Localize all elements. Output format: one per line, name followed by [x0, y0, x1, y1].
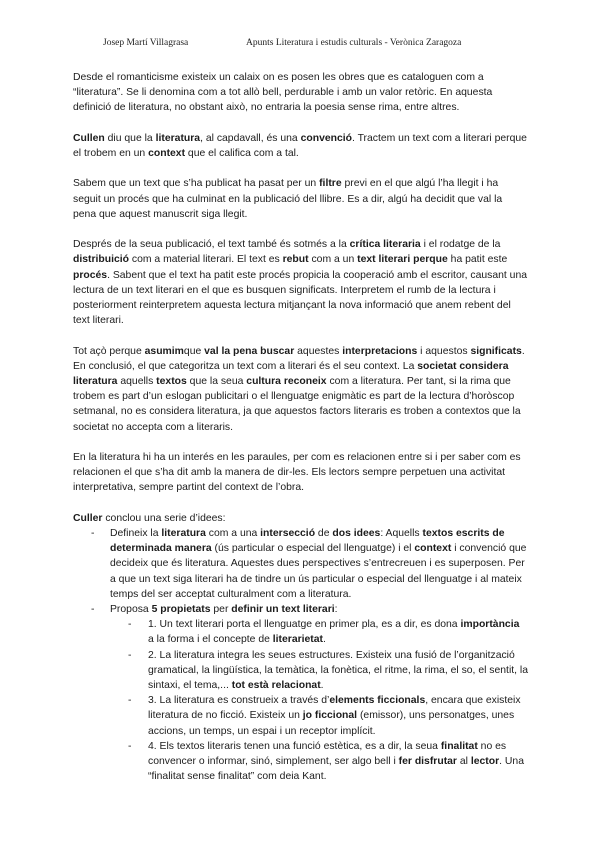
sublist-item-integration: - 2. La literatura integra les seues estructures. Existeix una fusió de l’organització gramatical, la lingüística, la temàtica, la fonètica, el ritme, la rima, el so, el sentit, la sintaxi, el tema,... tot està relacionat. — [128, 649, 528, 692]
paragraph-cullen: Cullen diu que la literatura, al capdavall, és una convenció. Tractem un text com a literari perque el trobem en un context que el califica com a tal. — [73, 132, 527, 159]
sublist-dash: - — [128, 695, 132, 707]
paragraph-culler: Culler conclou una serie d’idees: — [73, 512, 226, 524]
sublist-dash: - — [128, 649, 132, 661]
list-item-properties: - Proposa 5 propietats per definir un text literari: - 1. Un text literari porta el llenguatge en primer pla, es a dir, es dona importància a la forma i el concepte de literarietat. - 2. La literatura integra les seues estructures. Existeix una fusió de l’organització gramatical, la lingüística, la temàtica, la fonètica, el ritme, la rima, el so, el sentit, la sintaxi, el tema,... tot està relacionat. - 3. La literatura es construeix a través d’elements ficcionals, encara que existeix literatura de no ficció. Existeix un jo ficcional (emissor), uns personatges, unes accions, un temps, un espai i un receptor implícit. - 4. Els textos literaris tenen una funció estètica, es a dir, la seua finalitat no es convencer o informar, sinó, simplement, ser algo bell i fer disfrutar al lector. Una “finalitat sense finalitat” com deia Kant. — [73, 602, 528, 784]
sublist-item-aesthetic: - 4. Els textos literaris tenen una funció estètica, es a dir, la seua finalitat no es convencer o informar, sinó, simplement, ser algo bell i fer disfrutar al lector. Una “finalitat sense finalitat” com deia Kant. — [128, 740, 524, 783]
list-dash: - — [91, 604, 95, 616]
header-author: Josep Martí Villagrasa — [103, 38, 189, 48]
header-course-title: Apunts Literatura i estudis culturals - Verònica Zaragoza — [246, 38, 462, 48]
paragraph-words: En la literatura hi ha un interés en les paraules, per com es relacionen entre si i per saber com es relacionen el que s’ha dit amb la manera de dir-les. Els lectors sempre perpetuen una activitat interpretativa, sempre partint del context de l’obra. — [73, 452, 521, 494]
paragraph-interpretation: Tot açò perque asumimque val la pena buscar aquestes interpretacions i aquestos significats. En conclusió, el que categoritza un text com a literari és el seu context. La societat considera literatura aquells textos que la seua cultura reconeix com a literatura. Per tant, si la rima que trobem es part d’un eslogan publicitari o el llenguatge enigmàtic es part de la lectura d’horòscop setmanal, no es considera literatura, ja que aquestos factors literaris es troben a contextos que la societat no accepta com a literaris. — [73, 345, 525, 433]
sublist-dash: - — [128, 619, 132, 631]
paragraph-filter: Sabem que un text que s’ha publicat ha pasat per un filtre previ en el que algú l’ha llegit i ha seguit un procés que ha culminat en la publicació del llibre. Es a dir, algú ha decidit que val la pena que aquest manuscrit siga llegit. — [73, 178, 503, 220]
paragraph-publication: Després de la seua publicació, el text també és sotmés a la crítica literaria i el rodatge de la distribuició com a material literari. El text es rebut com a un text literari perque ha patit este procés. Sabent que el text ha patit este procés propicia la cooperació amb el escritor, causant una lectura de un text literari en el que es busquen significats. Interpretem el rumb de la lectura i posteriorment reinterpretem aquesta lectura mitjançant la nova informació que anem rebent del text literari. — [73, 239, 527, 327]
paragraph-romanticism: Desde el romanticisme existeix un calaix on es posen les obres que es cataloguen com a “literatura”. Se li denomina com a tot allò bell, perdurable i amb un valor retòric. En aquesta definició de literatura, no obstant això, no entraria la poesia sense rima, entre altres. — [73, 72, 493, 114]
list-dash: - — [91, 528, 95, 539]
document-body — [73, 70, 528, 784]
list-item-intersection: - Defineix la literatura com a una intersecció de dos idees: Aquells textos escrits de determinada manera (ús particular o especial del llenguatge) i el context i convenció que decideix que és literatura. Aquestes dues perspectives s’entrecreuen i es superposen. Per a que un text siga literari ha de tindre un ús particular o especial del llenguatge i al mateix temps del ser acceptat culturalment com a literatura. — [91, 528, 527, 600]
sublist-dash: - — [128, 740, 132, 752]
page-header — [0, 38, 600, 52]
sublist-item-foreground: - 1. Un text literari porta el llenguatge en primer pla, es a dir, es dona importància a la forma i el concepte de literarietat. — [128, 619, 520, 646]
sublist-item-fiction: - 3. La literatura es construeix a través d’elements ficcionals, encara que existeix literatura de no ficció. Existeix un jo ficcional (emissor), uns personatges, unes accions, un temps, un espai i un receptor implícit. — [128, 695, 521, 737]
culler-ideas-list — [73, 526, 528, 784]
properties-sublist — [110, 617, 528, 784]
